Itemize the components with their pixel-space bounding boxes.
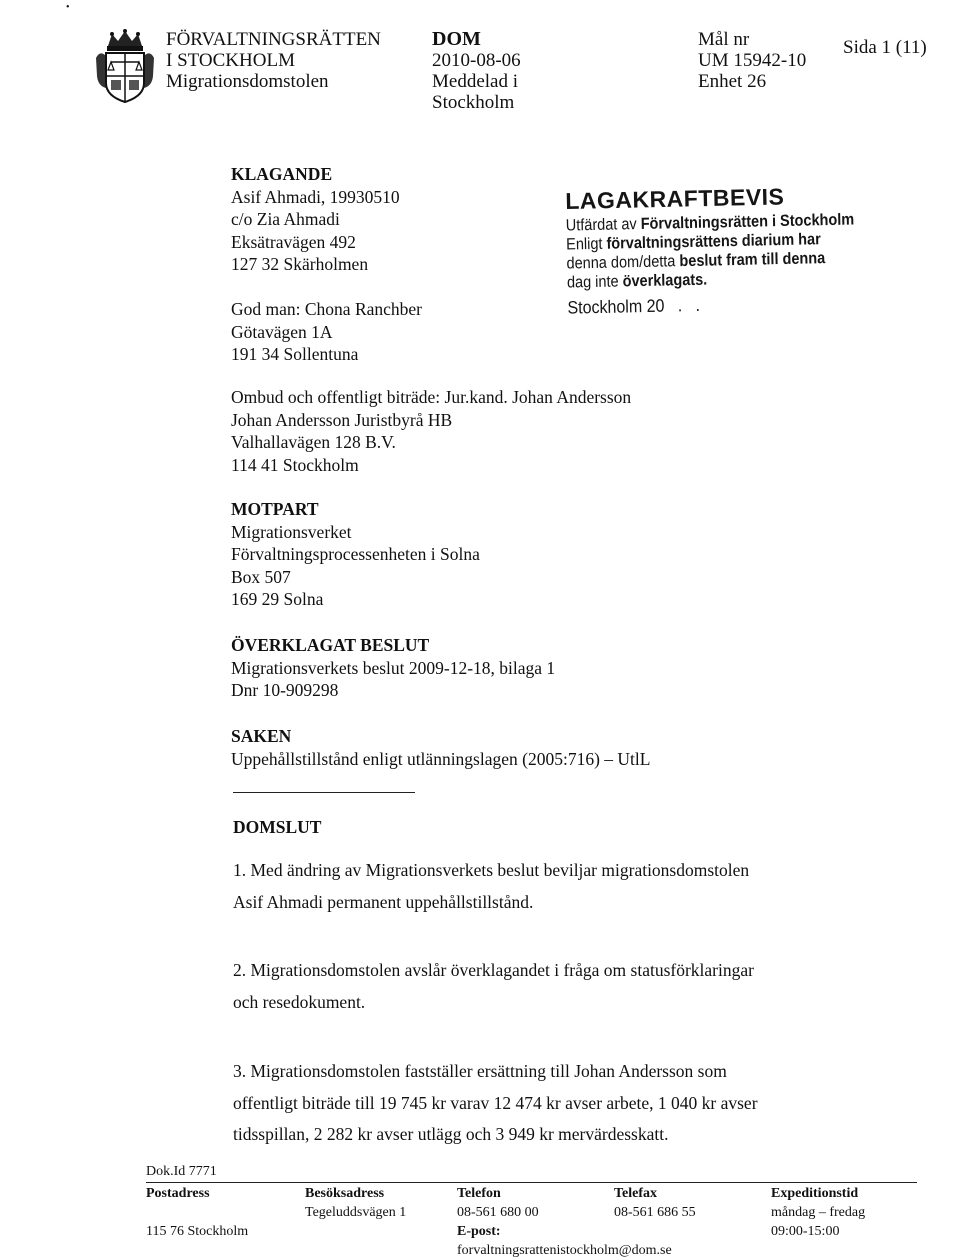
klagande-line: c/o Zia Ahmadi	[231, 209, 340, 229]
case-number: UM 15942-10	[698, 50, 807, 71]
dok-id: Dok.Id 7771	[146, 1164, 217, 1179]
domslut-line: offentligt biträde till 19 745 kr varav 12 474 kr avser arbete, 1 040 kr avser	[233, 1092, 758, 1113]
delivered-label: Meddelad i	[432, 71, 519, 92]
court-header	[166, 29, 381, 92]
saken-line: Uppehållstillstånd enligt utlänningslagen (2005:716) – UtlL	[231, 748, 651, 769]
telefax-label: Telefax	[614, 1186, 658, 1201]
domslut-line: 3. Migrationsdomstolen fastställer ersättning till Johan Andersson som	[233, 1061, 727, 1081]
court-division: Migrationsdomstolen	[166, 71, 329, 92]
margin-mark: •	[66, 2, 70, 13]
exp-days: måndag – fredag	[771, 1205, 866, 1220]
motpart-line: Box 507	[231, 566, 291, 587]
footer-postadress	[146, 1184, 248, 1241]
stamp-text: Utfärdat av	[565, 215, 641, 236]
postadress-label: Postadress	[146, 1186, 210, 1201]
delivered-city: Stockholm	[432, 92, 515, 113]
ombud-block	[231, 386, 631, 476]
stamp-text: dag inte	[566, 272, 623, 293]
section-divider	[233, 792, 415, 793]
klagande-line: Asif Ahmadi, 19930510	[231, 186, 400, 207]
klagande-line: Eksätravägen 492	[231, 231, 356, 252]
document-meta	[432, 29, 521, 113]
court-city: I STOCKHOLM	[166, 50, 295, 71]
telefon-value: 08-561 680 00	[457, 1205, 539, 1220]
case-meta	[698, 29, 806, 92]
saken-heading: SAKEN	[231, 726, 292, 746]
stamp-title: LAGAKRAFTBEVIS	[565, 183, 785, 214]
motpart-line: Förvaltningsprocessenheten i Solna	[231, 544, 480, 564]
domslut-item-1	[233, 855, 749, 918]
motpart-block	[231, 498, 480, 611]
domslut-line: 2. Migrationsdomstolen avslår överklagandet i fråga om statusförklaringar	[233, 960, 754, 980]
unit-label: Enhet 26	[698, 71, 767, 92]
klagande-block	[231, 163, 422, 366]
telefon-label: Telefon	[457, 1186, 501, 1201]
domslut-line: tidsspillan, 2 282 kr avser utlägg och 3 949 kr mervärdesskatt.	[233, 1124, 669, 1144]
telefax-value: 08-561 686 55	[614, 1205, 696, 1220]
guardian-line: God man: Chona Ranchber	[231, 299, 422, 319]
document-date: 2010-08-06	[432, 50, 521, 71]
guardian-line: 191 34 Sollentuna	[231, 344, 359, 364]
stamp-place-date: Stockholm 20 . .	[567, 296, 701, 319]
stamp-text-bold: överklagats.	[622, 271, 708, 291]
footer-expeditionstid	[771, 1184, 865, 1241]
besok-label: Besöksadress	[305, 1186, 385, 1201]
coat-of-arms-icon	[94, 28, 156, 106]
footer-rule	[146, 1182, 917, 1183]
klagande-line: 127 32 Skärholmen	[231, 254, 369, 274]
case-label: Mål nr	[698, 29, 750, 50]
besok-value: Tegeluddsvägen 1	[305, 1205, 407, 1220]
overklagat-heading: ÖVERKLAGAT BESLUT	[231, 635, 430, 655]
stamp-text-bold: beslut fram till denna	[679, 249, 826, 271]
domslut-item-2	[233, 955, 754, 1018]
klagande-heading: KLAGANDE	[231, 164, 333, 184]
footer-besok	[305, 1184, 406, 1222]
stamp-text-bold: Förvaltningsrätten i Stockholm	[640, 211, 855, 234]
saken-block	[231, 725, 650, 770]
overklagat-line: Dnr 10-909298	[231, 680, 339, 700]
postadress-value: 115 76 Stockholm	[146, 1224, 249, 1239]
document-type: DOM	[432, 28, 481, 50]
epost-value[interactable]: forvaltningsrattenistockholm@dom.se	[457, 1243, 672, 1258]
domslut-heading: DOMSLUT	[233, 817, 322, 837]
ombud-line: Valhallavägen 128 B.V.	[231, 432, 396, 452]
domslut-line: och resedokument.	[233, 991, 366, 1012]
exp-hours: 09:00-15:00	[771, 1224, 840, 1239]
footer-telefax	[614, 1184, 696, 1222]
lagakraftbevis-stamp	[565, 182, 856, 317]
page-number: Sida 1 (11)	[843, 37, 927, 58]
domslut-item-3	[233, 1056, 758, 1151]
ombud-line: Johan Andersson Juristbyrå HB	[231, 409, 453, 430]
overklagat-line: Migrationsverkets beslut 2009-12-18, bilaga 1	[231, 657, 556, 678]
epost-label: E-post:	[457, 1224, 501, 1239]
ombud-line: 114 41 Stockholm	[231, 454, 359, 475]
motpart-line: Migrationsverket	[231, 521, 352, 542]
motpart-heading: MOTPART	[231, 499, 319, 519]
stamp-text: Enligt	[566, 235, 607, 255]
overklagat-block	[231, 634, 555, 702]
motpart-line: 169 29 Solna	[231, 589, 324, 609]
domslut-line: 1. Med ändring av Migrationsverkets beslut beviljar migrationsdomstolen	[233, 860, 750, 880]
stamp-text-bold: förvaltningsrättens diarium har	[606, 230, 821, 254]
stamp-text: denna dom/detta	[566, 252, 680, 274]
ombud-line: Ombud och offentligt biträde: Jur.kand. Johan Andersson	[231, 387, 632, 407]
court-name: FÖRVALTNINGSRÄTTEN	[166, 29, 381, 50]
domslut-line: Asif Ahmadi permanent uppehållstillstånd.	[233, 891, 534, 912]
guardian-line: Götavägen 1A	[231, 321, 333, 342]
exp-label: Expeditionstid	[771, 1186, 859, 1201]
